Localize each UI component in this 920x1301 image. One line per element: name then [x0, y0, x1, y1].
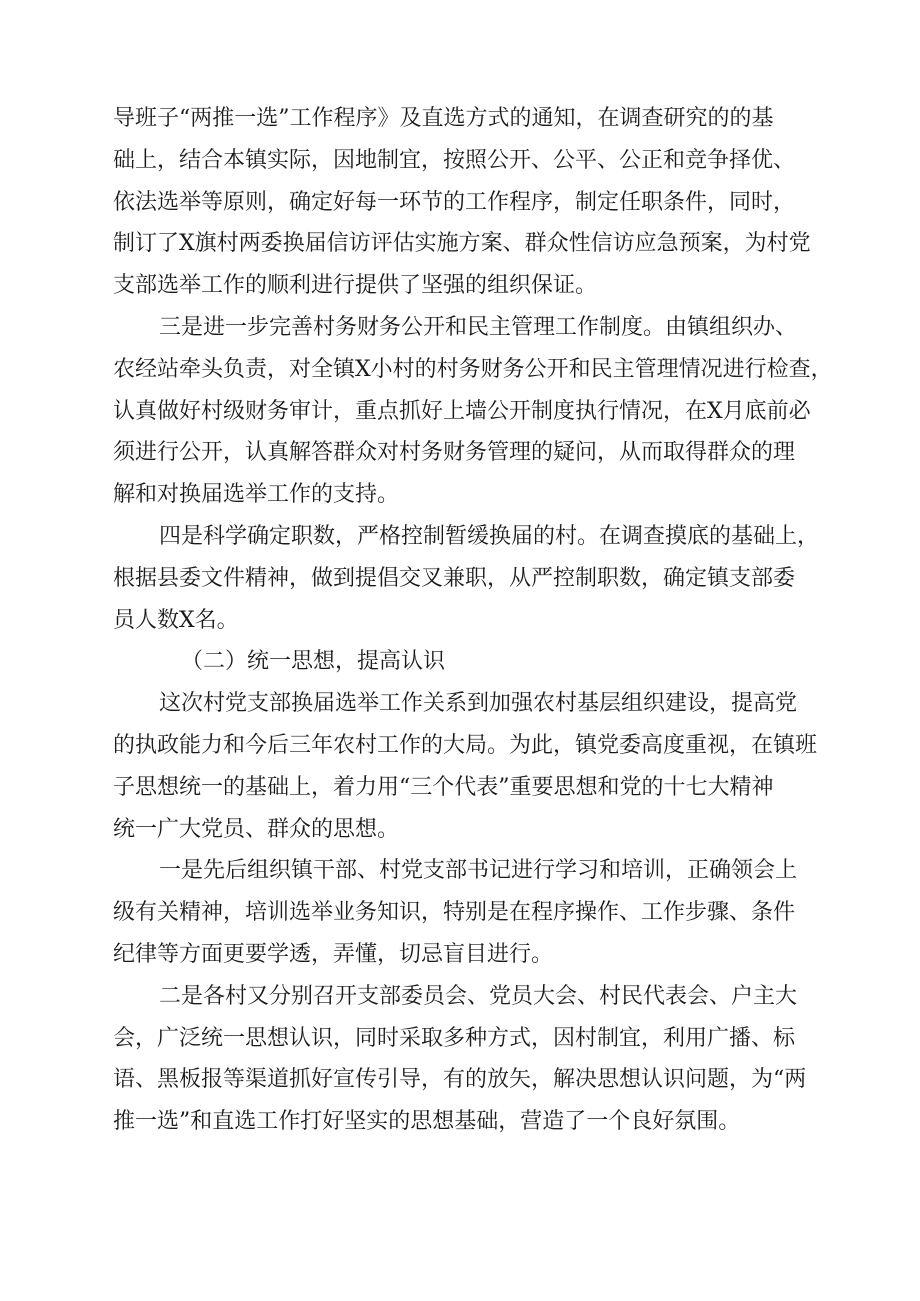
paragraph-line: 员人数X名。 [113, 607, 239, 633]
paragraph-line: 础上，结合本镇实际，因地制宜，按照公开、公平、公正和竞争择优、 [113, 147, 796, 173]
paragraph-line: 依法选举等原则，确定好每一环节的工作程序，制定任职条件，同时， [113, 189, 796, 215]
paragraph-line: 级有关精神，培训选举业务知识，特别是在程序操作、工作步骤、条件 [113, 900, 796, 926]
paragraph-line: 根据县委文件精神，做到提倡交叉兼职，从严控制职数，确定镇支部委 [113, 565, 796, 591]
paragraph-line: 语、黑板报等渠道抓好宣传引导，有的放矢，解决思想认识问题，为“两 [113, 1067, 807, 1093]
paragraph-line: 二是各村又分别召开支部委员会、党员大会、村民代表会、户主大 [159, 983, 798, 1009]
paragraph-line: 四是科学确定职数，严格控制暂缓换届的村。在调查摸底的基础上， [159, 523, 820, 549]
paragraph-line: 须进行公开，认真解答群众对村务财务管理的疑问，从而取得群众的理 [113, 440, 796, 466]
paragraph-line: 统一广大党员、群众的思想。 [113, 816, 400, 842]
paragraph-line: 会，广泛统一思想认识，同时采取多种方式，因村制宜，利用广播、标 [113, 1025, 796, 1051]
paragraph-line: 农经站牵头负责，对全镇X小村的村务财务公开和民主管理情况进行检查， [113, 356, 833, 382]
section-heading: （二）统一思想，提高认识 [181, 649, 446, 675]
paragraph-line: 一是先后组织镇干部、村党支部书记进行学习和培训，正确领会上 [159, 858, 798, 884]
paragraph-line: 解和对换届选举工作的支持。 [113, 482, 400, 508]
paragraph-line: 制订了X旗村两委换届信访评估实施方案、群众性信访应急预案，为村党 [113, 231, 811, 257]
paragraph-3 [113, 516, 833, 641]
paragraph-line: 子思想统一的基础上，着力用“三个代表”重要思想和党的十七大精神 [113, 774, 774, 800]
document-body [113, 98, 833, 1143]
paragraph-6 [113, 976, 833, 1143]
paragraph-line: 的执政能力和今后三年农村工作的大局。为此，镇党委高度重视，在镇班 [113, 732, 818, 758]
paragraph-line: 这次村党支部换届选举工作关系到加强农村基层组织建设，提高党 [159, 691, 798, 717]
paragraph-5 [113, 850, 833, 975]
paragraph-line: 纪律等方面更要学透，弄懂，切忌盲目进行。 [113, 941, 554, 967]
paragraph-2 [113, 307, 833, 516]
paragraph-line: 三是进一步完善村务财务公开和民主管理工作制度。由镇组织办、 [159, 314, 798, 340]
paragraph-line: 推一选”和直选工作打好坚实的思想基础，营造了一个良好氛围。 [113, 1109, 741, 1135]
paragraph-line: 认真做好村级财务审计，重点抓好上墙公开制度执行情况，在X月底前必 [113, 398, 811, 424]
paragraph-4 [113, 683, 833, 850]
paragraph-1 [113, 98, 833, 307]
paragraph-line: 支部选举工作的顺利进行提供了坚强的组织保证。 [113, 273, 598, 299]
paragraph-line: 导班子“两推一选”工作程序》及直选方式的通知，在调查研究的的基 [113, 106, 774, 131]
